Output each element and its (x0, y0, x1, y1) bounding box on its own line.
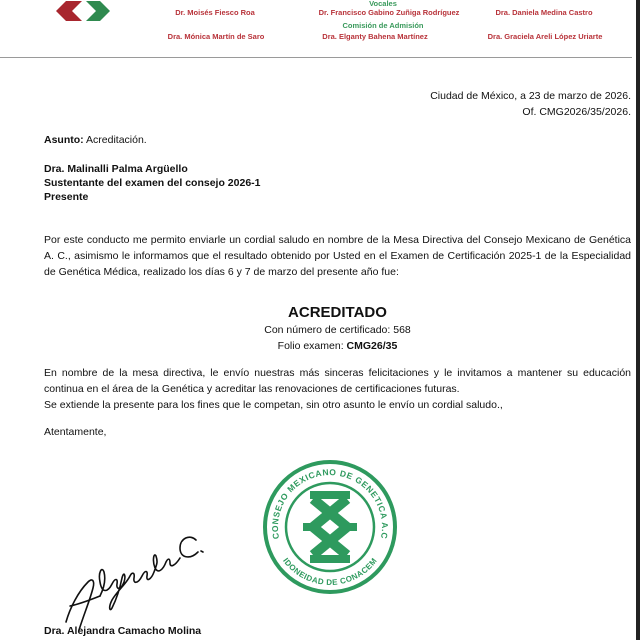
farewell-line: Se extiende la presente para los fines que le competan, sin otro asunto le envío un cordial saludo., (44, 399, 503, 411)
intro-line: de Genética Médica, realizado los días 6 y 7 de marzo del presente año fue: (44, 266, 399, 278)
comision-member-name: Dra. Graciela Areli López Uriarte (487, 32, 603, 41)
page-edge (636, 0, 640, 640)
logo-red-shape (56, 1, 82, 21)
seal-bottom-text: IDONEIDAD DE CONACEM (281, 556, 379, 587)
closing-paragraph (44, 365, 631, 413)
subject-value: Acreditación. (86, 134, 147, 146)
closing-line: continua en el área de la Genética y acreditar las renovaciones de certificaciones futuras. (44, 383, 460, 395)
signature-stroke (99, 555, 180, 610)
seal-outer-ring (265, 462, 395, 592)
comision-member-name: Dra. Elganty Bahena Martínez (322, 32, 428, 41)
folio-label: Folio examen: (277, 340, 344, 352)
intro-line: Por este conducto me permito enviarle un cordial saludo en nombre de la Mesa Directiva del Consejo Mexicano de Genética (44, 234, 631, 246)
result-status: ACREDITADO (288, 304, 387, 321)
logo-green-shape (86, 1, 110, 21)
header-divider (0, 57, 632, 58)
folio-value: CMG26/35 (346, 340, 398, 352)
result-block (44, 304, 631, 354)
council-logo-icon (50, 0, 116, 24)
certificate-number: 568 (393, 324, 411, 336)
vocales-label: Vocales (369, 0, 397, 8)
sign-off: Atentamente, (44, 426, 107, 438)
recipient-block (44, 162, 631, 204)
intro-paragraph (44, 232, 631, 280)
folio-line (44, 338, 631, 354)
recipient-role: Sustentante del examen del consejo 2026-1 (44, 177, 261, 189)
certificate-label: Con número de certificado: (264, 324, 391, 336)
recipient-greeting: Presente (44, 191, 89, 203)
comision-member-name: Dra. Mónica Martín de Saro (167, 32, 265, 41)
signature (60, 528, 210, 632)
council-seal (255, 452, 405, 602)
subject-line (44, 132, 147, 148)
seal-top-text: CONSEJO MEXICANO DE GENETICA A.C (269, 467, 391, 540)
signature-stroke (201, 551, 203, 552)
certificate-line (44, 322, 631, 338)
dna-helix-emblem-icon (303, 491, 357, 563)
comision-label: Comisión de Admisión (342, 21, 424, 30)
intro-line: A. C., asimismo le informamos que el resultado obtenido por Usted en el Examen de Certificación 2025-1 de la Especialidad (44, 250, 631, 262)
signature-stroke (180, 537, 198, 557)
subject-label: Asunto: (44, 134, 84, 146)
vocal-name: Dr. Moisés Fiesco Roa (175, 8, 255, 17)
signatory-name: Dra. Alejandra Camacho Molina (44, 625, 202, 637)
vocal-name: Dra. Daniela Medina Castro (495, 8, 593, 17)
closing-line: En nombre de la mesa directiva, le envío nuestras más sinceras felicitaciones y le invitamos a mantener su educación (44, 367, 631, 379)
place-date: Ciudad de México, a 23 de marzo de 2026. (430, 90, 631, 102)
reference-number: Of. CMG2026/35/2026. (522, 106, 631, 118)
vocal-name: Dr. Francisco Gabino Zuñiga Rodríguez (318, 8, 460, 17)
recipient-name: Dra. Malinalli Palma Argüello (44, 163, 188, 175)
